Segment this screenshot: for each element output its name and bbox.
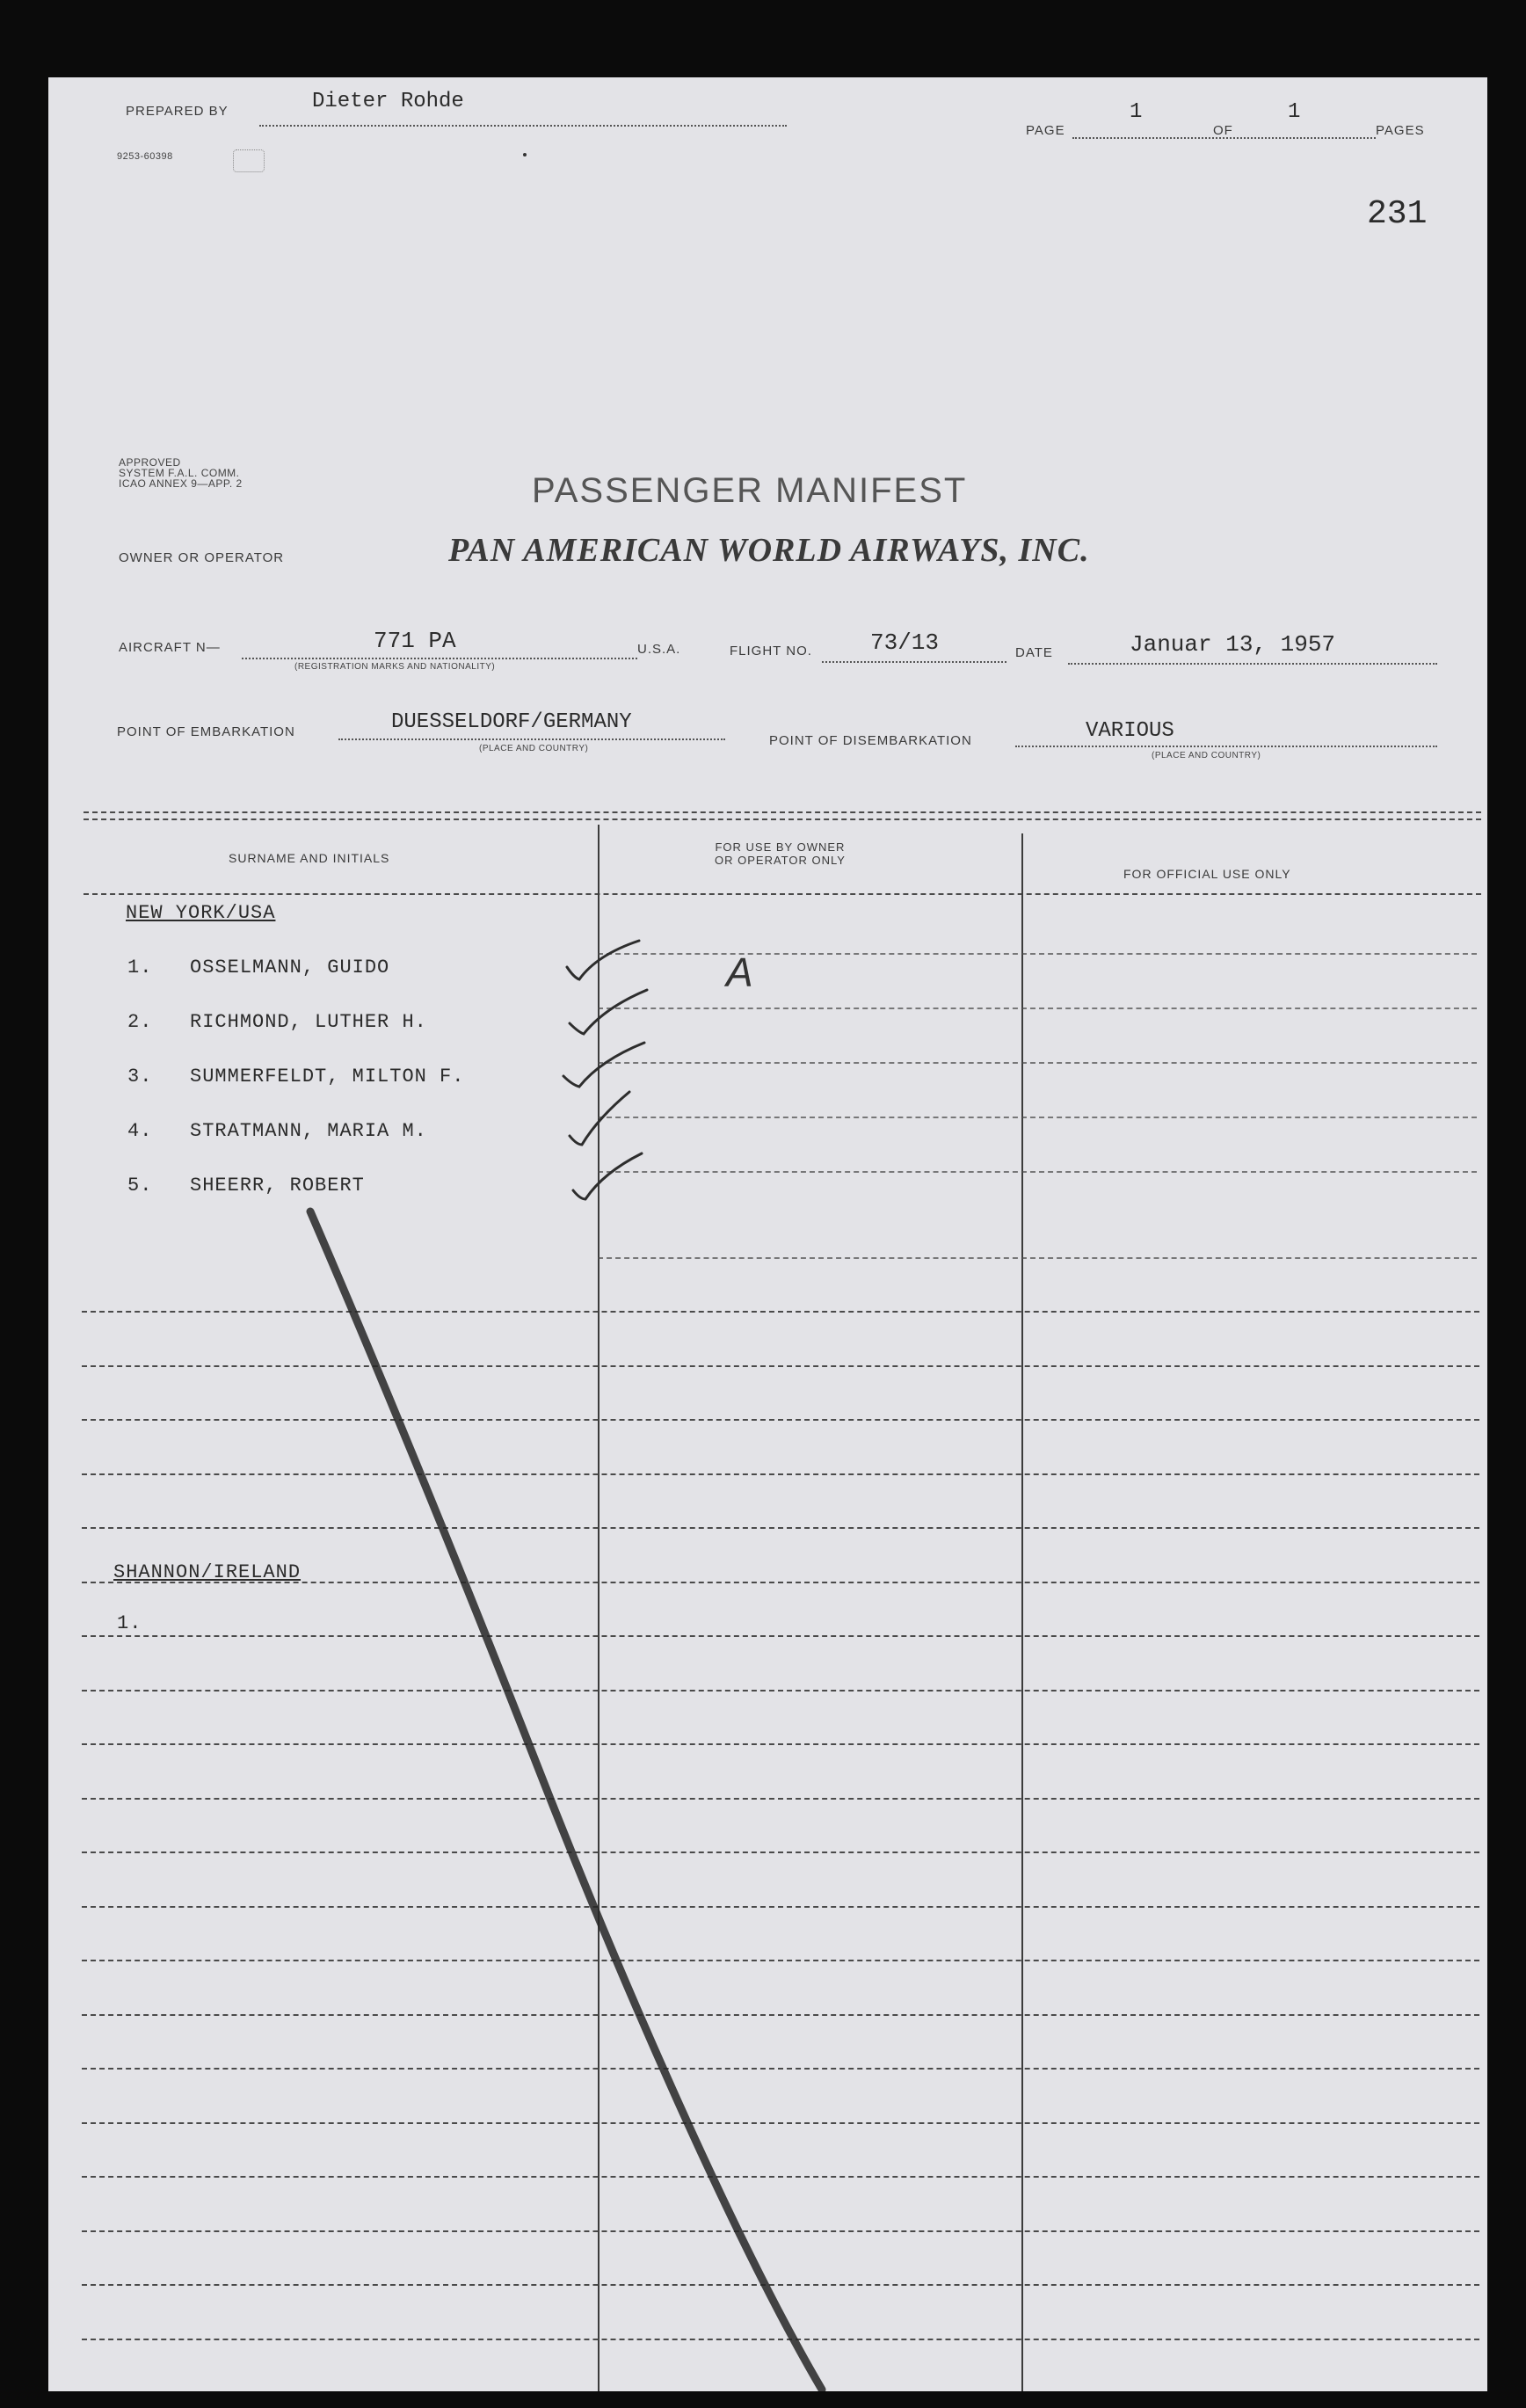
checkmark-icon bbox=[563, 1043, 644, 1087]
section-shannon: SHANNON/IRELAND bbox=[113, 1561, 302, 1583]
passenger-number: 3. bbox=[127, 1066, 153, 1088]
aircraft-sublabel: (REGISTRATION MARKS AND NATIONALITY) bbox=[294, 662, 496, 672]
passenger-name: RICHMOND, LUTHER H. bbox=[190, 1011, 427, 1033]
date-label: DATE bbox=[1015, 645, 1053, 660]
col-official-header: FOR OFFICIAL USE ONLY bbox=[1123, 867, 1291, 881]
aircraft-label: AIRCRAFT N— bbox=[119, 640, 221, 655]
annotation-mark: A bbox=[726, 949, 753, 995]
flight-value: 73/13 bbox=[870, 629, 940, 656]
prepared-by-value: Dieter Rohde bbox=[312, 90, 464, 113]
section-new-york: NEW YORK/USA bbox=[126, 902, 276, 924]
col-owner-use-line-2: OR OPERATOR ONLY bbox=[715, 854, 846, 867]
passenger-number: 2. bbox=[127, 1011, 153, 1033]
passenger-number: 5. bbox=[127, 1175, 153, 1197]
owner-value: PAN AMERICAN WORLD AIRWAYS, INC. bbox=[448, 532, 1090, 569]
embarkation-label: POINT OF EMBARKATION bbox=[117, 724, 295, 739]
strike-line bbox=[310, 1211, 822, 2390]
approval-line-1: APPROVED bbox=[119, 456, 181, 469]
checkmark-icon bbox=[573, 1153, 642, 1199]
form-number: 9253-60398 bbox=[117, 151, 173, 162]
shannon-item-number: 1. bbox=[117, 1612, 142, 1634]
owner-label: OWNER OR OPERATOR bbox=[119, 550, 285, 565]
col-surname-header: SURNAME AND INITIALS bbox=[229, 851, 390, 865]
disembarkation-sublabel: (PLACE AND COUNTRY) bbox=[1152, 751, 1261, 760]
passenger-name: OSSELMANN, GUIDO bbox=[190, 957, 390, 978]
passenger-name: SHEERR, ROBERT bbox=[190, 1175, 365, 1197]
approval-line-2: SYSTEM F.A.L. COMM. bbox=[119, 467, 240, 479]
document-title: PASSENGER MANIFEST bbox=[532, 471, 968, 510]
checkmark-icon bbox=[567, 941, 639, 979]
handwriting-overlay bbox=[48, 77, 1487, 2391]
of-value: 1 bbox=[1288, 100, 1301, 124]
checkmark-icon bbox=[570, 990, 647, 1034]
page-label: PAGE bbox=[1026, 123, 1065, 138]
date-value: Januar 13, 1957 bbox=[1130, 631, 1336, 658]
passenger-name: SUMMERFELDT, MILTON F. bbox=[190, 1066, 465, 1088]
passenger-name: STRATMANN, MARIA M. bbox=[190, 1120, 427, 1142]
disembarkation-value: VARIOUS bbox=[1086, 719, 1174, 743]
passenger-number: 1. bbox=[127, 957, 153, 978]
embarkation-value: DUESSELDORF/GERMANY bbox=[391, 710, 632, 734]
disembarkation-label: POINT OF DISEMBARKATION bbox=[769, 733, 972, 748]
approval-line-3: ICAO ANNEX 9—APP. 2 bbox=[119, 477, 243, 490]
aircraft-value: 771 PA bbox=[374, 628, 456, 654]
manifest-page bbox=[48, 77, 1487, 2391]
prepared-by-label: PREPARED BY bbox=[126, 104, 229, 119]
checkmark-icon bbox=[570, 1092, 629, 1145]
flight-label: FLIGHT NO. bbox=[730, 644, 812, 658]
page-value: 1 bbox=[1130, 100, 1143, 124]
embarkation-sublabel: (PLACE AND COUNTRY) bbox=[479, 744, 589, 753]
of-label: OF bbox=[1213, 123, 1233, 138]
page-stamp-number: 231 bbox=[1367, 195, 1428, 233]
passenger-number: 4. bbox=[127, 1120, 153, 1142]
pages-label: PAGES bbox=[1376, 123, 1425, 138]
usa-label: U.S.A. bbox=[637, 642, 681, 657]
col-owner-use-line-1: FOR USE BY OWNER bbox=[715, 840, 846, 854]
